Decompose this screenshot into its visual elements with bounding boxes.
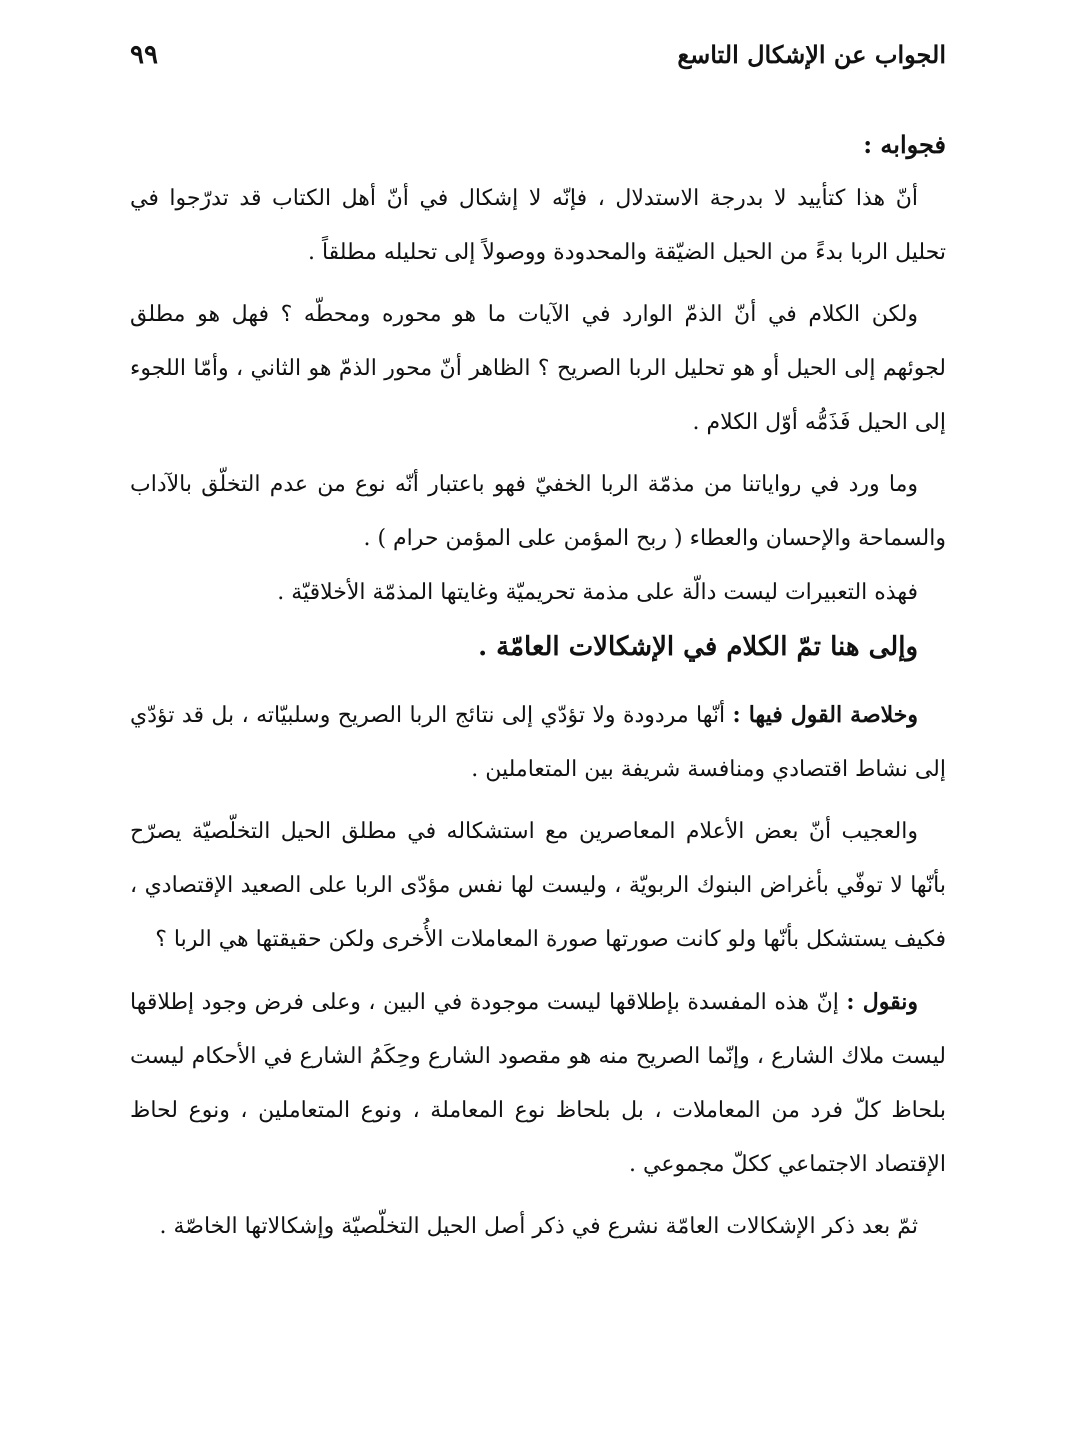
paragraph-1: أنّ هذا كتأييد لا بدرجة الاستدلال ، فإنّه لا إشكال في أنّ أهل الكتاب قد تدرّجوا في تحليل الربا بدءً من الحيل الضيّقة والمحدودة ووصولاً إلى تحليله مطلقاً .: [130, 186, 946, 265]
paragraph-8: ثمّ بعد ذكر الإشكالات العامّة نشرع في ذكر أصل الحيل التخلّصيّة وإشكالاتها الخاصّة .: [159, 1214, 918, 1239]
paragraph-3: وما ورد في رواياتنا من مذمّة الربا الخفيّ فهو باعتبار أنّه نوع من عدم التخلّق بالآداب والسماحة والإحسان والعطاء ( ربح المؤمن على المؤمن حرام ) .: [130, 472, 946, 551]
paragraph-5-text: أنّها مردودة ولا تؤدّي إلى نتائج الربا الصريح وسلبيّاته ، بل قد تؤدّي إلى نشاط اقتصادي ومنافسة شريفة بين المتعاملين .: [130, 703, 946, 782]
paragraph-7: [130, 975, 946, 1192]
page-header: [130, 40, 946, 80]
paragraph-2: ولكن الكلام في أنّ الذمّ الوارد في الآيات ما هو محوره ومحطّه ؟ فهل هو مطلق لجوئهم إلى الحيل أو هو تحليل الربا الصريح ؟ الظاهر أنّ محور الذمّ هو الثاني ، وأمّا اللجوء إلى الحيل فَذَمُّه أوّل الكلام .: [130, 302, 946, 435]
paragraph-6: والعجيب أنّ بعض الأعلام المعاصرين مع استشكاله في مطلق الحيل التخلّصيّة يصرّح بأنّها لا توفّي بأغراض البنوك الربويّة ، وليست لها نفس مؤدّى الربا على الصعيد الإقتصادي ، فكيف يستشكل بأنّها ولو كانت صورتها صورة المعاملات الأُخرى ولكن حقيقتها هي الربا ؟: [130, 819, 946, 952]
page-body: [130, 118, 946, 1254]
paragraph-5: [130, 688, 946, 797]
section-conclusion: وإلى هنا تمّ الكلام في الإشكالات العامّة .: [478, 632, 918, 662]
paragraph-7-lead: ونقول :: [846, 989, 918, 1015]
paragraph-7-text: إنّ هذه المفسدة بإطلاقها ليست موجودة في البين ، وعلى فرض وجود إطلاقها ليست ملاك الشارع ، وإنّما الصريح منه هو مقصود الشارع وحِكَمُ الشارع في الأحكام ليست بلحاظ كلّ فرد من المعاملات ، بل بلحاظ نوع المعاملة ، ونوع المتعاملين ، ونوع لحاظ الإقتصاد الاجتماعي ككلّ مجموعي .: [130, 990, 946, 1177]
section-heading: فجوابه :: [863, 130, 946, 159]
paragraph-5-lead: وخلاصة القول فيها :: [732, 702, 918, 728]
paragraph-4: فهذه التعبيرات ليست دالّة على مذمة تحريميّة وغايتها المذمّة الأخلاقيّة .: [277, 580, 918, 605]
running-title: الجواب عن الإشكال التاسع: [677, 40, 946, 69]
page-number: ٩٩: [130, 40, 158, 70]
